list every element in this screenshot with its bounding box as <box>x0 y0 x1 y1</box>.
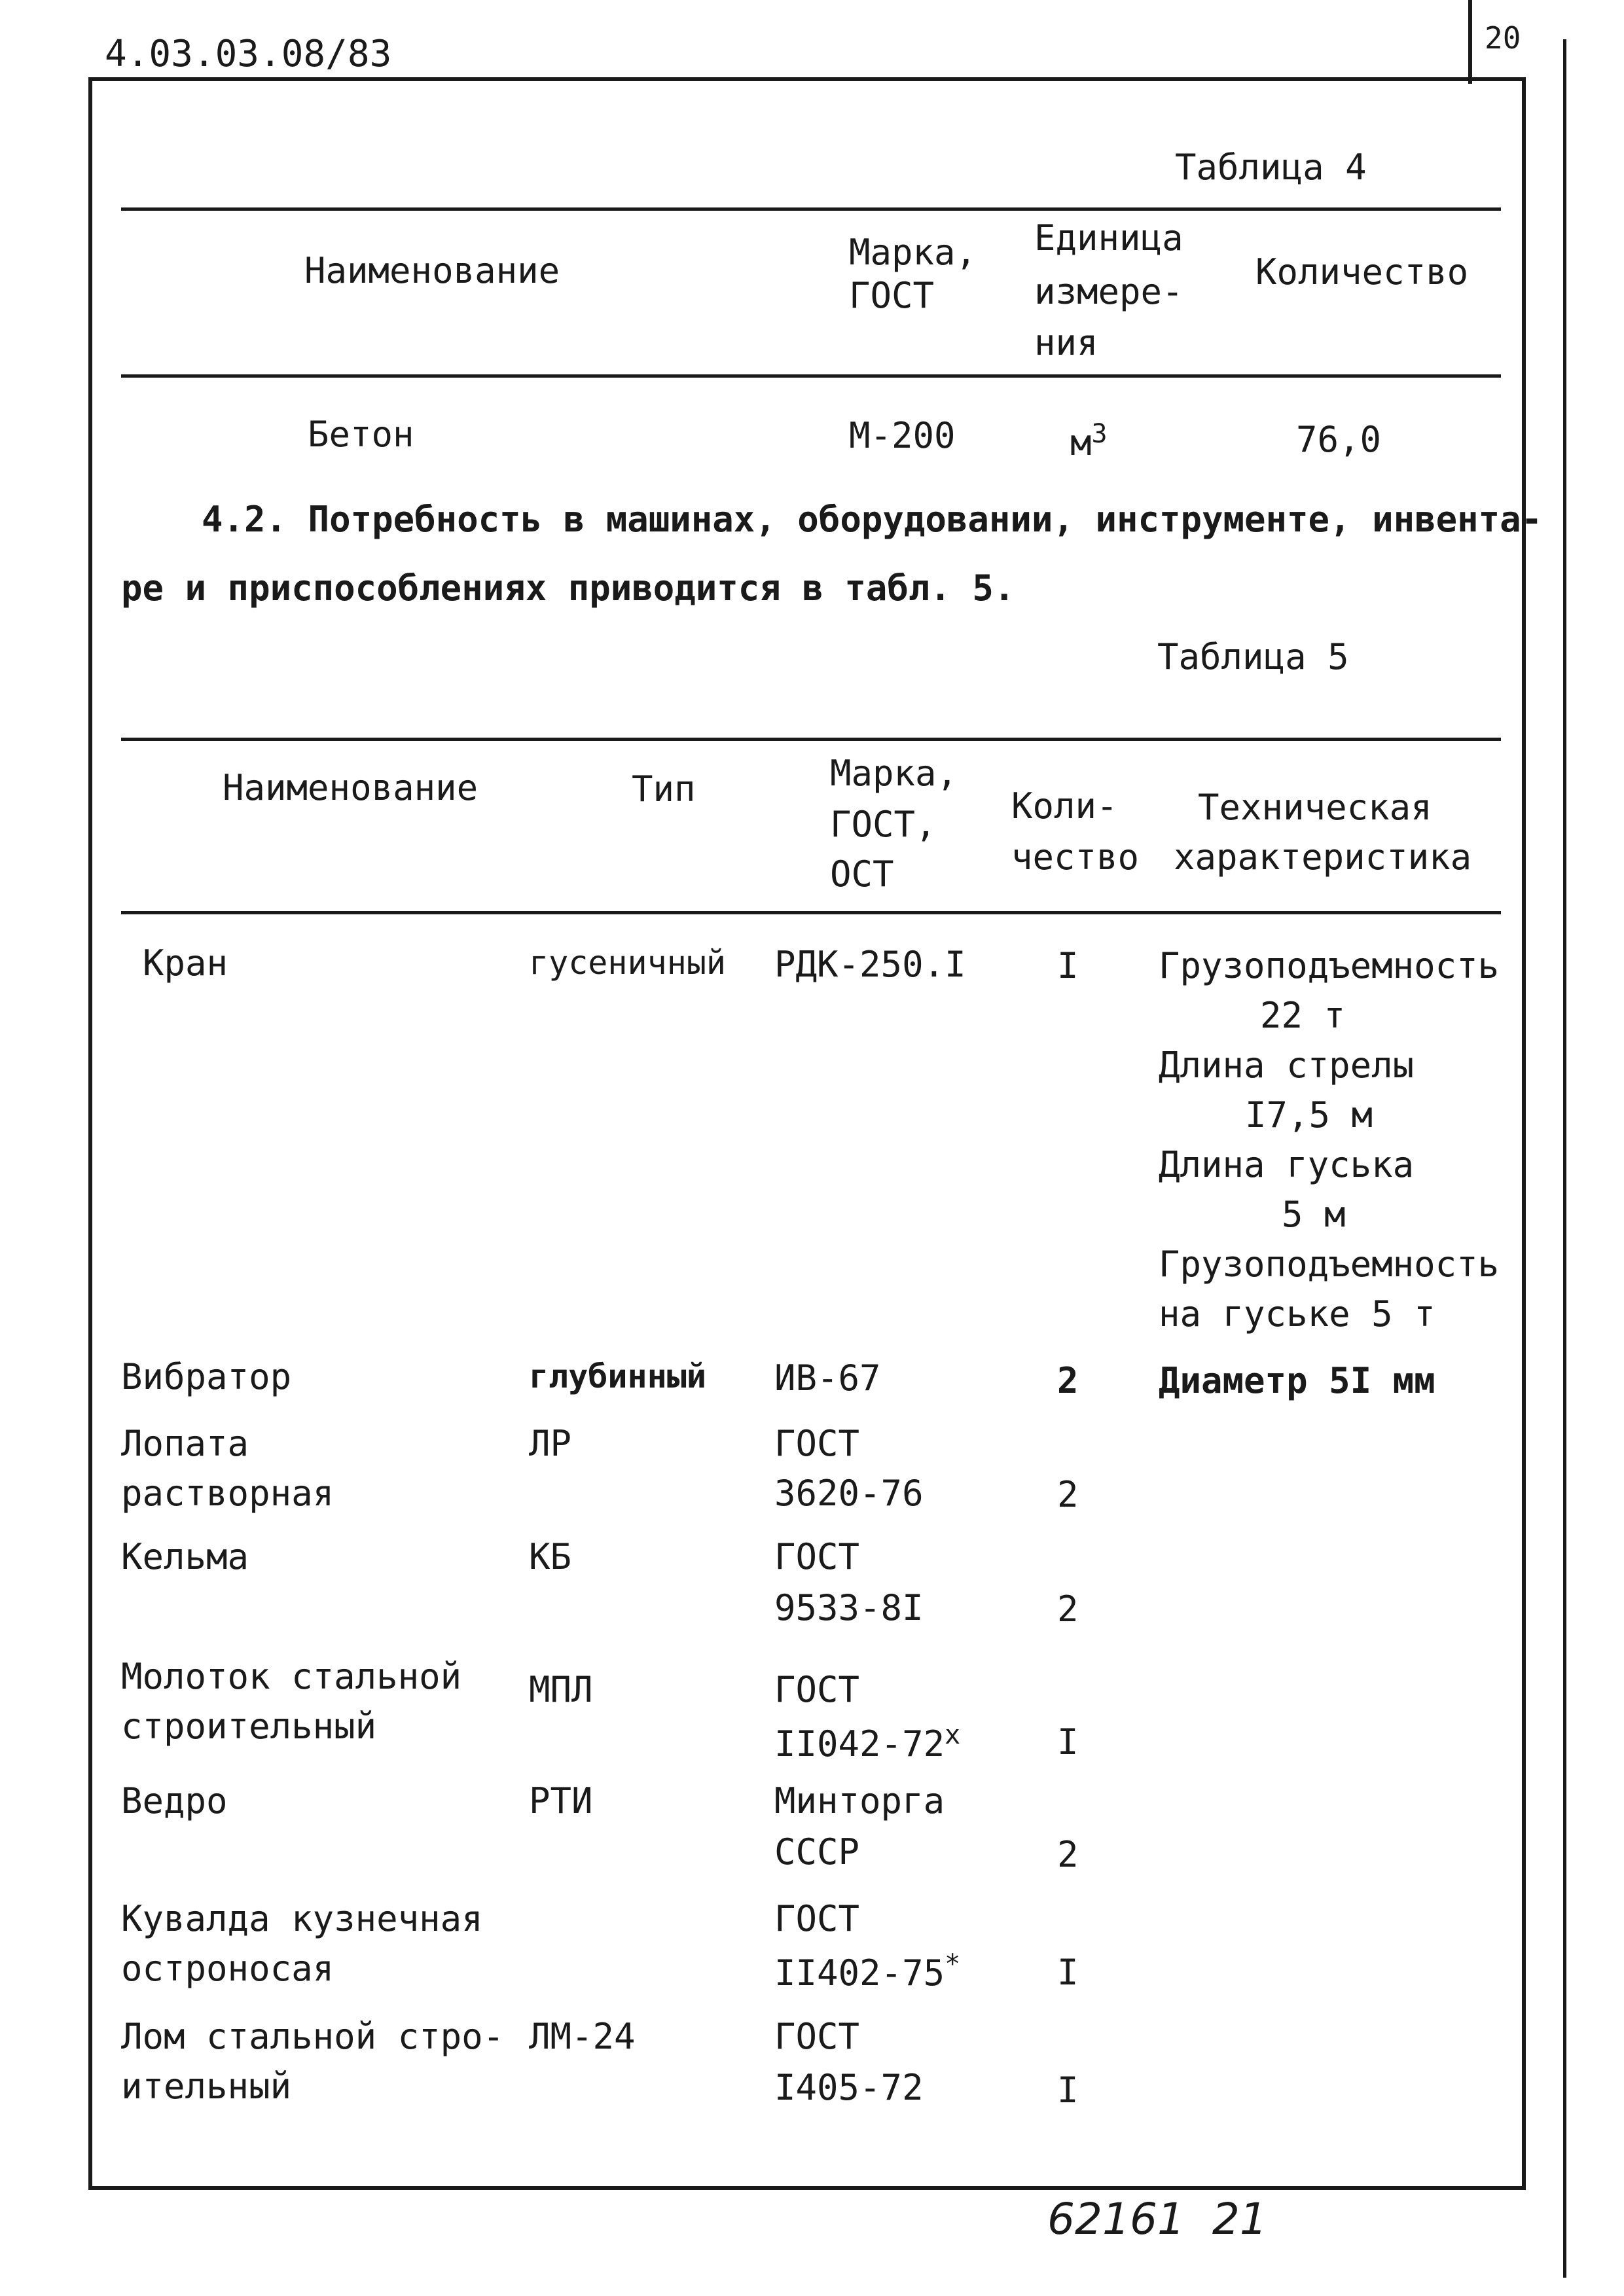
table5-row-name: строительный <box>121 1706 377 1747</box>
table5-row-spec-line: на гуське 5 т <box>1159 1293 1435 1335</box>
table5-row-qty: I <box>1057 2070 1079 2111</box>
table4-header-unit-1: Единица <box>1034 217 1183 259</box>
table4-row-unit: $м^3$ <box>1070 419 1108 463</box>
table5-row-mark: $II042-72^х$ <box>774 1720 961 1765</box>
handwritten-footer-note: 62161 21 <box>1047 2194 1267 2244</box>
table5-header-name: Наименование <box>223 767 478 808</box>
table5-row-name: Ведро <box>121 1780 228 1821</box>
table5-row-type: ЛР <box>529 1423 572 1464</box>
table4-row-mark: М-200 <box>849 415 956 456</box>
table5-top-rule <box>121 738 1501 741</box>
table5-header-spec-2: характеристика <box>1174 836 1472 878</box>
table5-row-qty: I <box>1057 945 1079 986</box>
table5-header-mark-1: Марка, <box>830 753 958 794</box>
table5-row-type: МПЛ <box>529 1669 593 1710</box>
paragraph-line-1: 4.2. Потребность в машинах, оборудовании, инструменте, инвента- <box>202 499 1543 540</box>
table5-row-spec-line: Грузоподъемность <box>1159 1244 1500 1285</box>
table5-row-type: гусеничный <box>529 944 727 982</box>
table5-row-spec-line: 22 т <box>1260 995 1346 1036</box>
table5-row-mark: СССР <box>774 1831 860 1873</box>
table5-row-mark: ГОСТ <box>774 1669 860 1710</box>
table5-row-qty: 2 <box>1057 1360 1079 1401</box>
table5-row-mark: РДК-250.I <box>774 944 966 985</box>
table5-row-spec-line: Длина стрелы <box>1159 1045 1415 1086</box>
table5-row-spec-line: I7,5 м <box>1245 1094 1373 1136</box>
table5-row-qty: 2 <box>1057 1834 1079 1875</box>
table5-row-type: ЛМ-24 <box>529 2016 636 2057</box>
table5-row-type: КБ <box>529 1536 572 1577</box>
table5-row-spec-line: 5 м <box>1282 1194 1346 1235</box>
table4-header-mark-2: ГОСТ <box>849 275 935 316</box>
table4-row-name: Бетон <box>308 414 414 455</box>
table4-header-unit-3: ния <box>1034 322 1098 363</box>
table5-row-qty: I <box>1057 1721 1079 1763</box>
table5-row-mark: ГОСТ <box>774 1536 860 1577</box>
table5-row-mark: II402-75* <box>774 1949 961 1994</box>
table5-row-name: Кувалда кузнечная <box>121 1898 483 1939</box>
document-code: 4.03.03.08/83 <box>105 33 392 75</box>
table5-row-name: Лопата <box>121 1423 249 1464</box>
table5-row-mark: ГОСТ <box>774 2016 860 2057</box>
table5-row-name: растворная <box>121 1473 334 1514</box>
table5-row-type: глубинный <box>529 1357 706 1395</box>
table5-header-spec-1: Техническая <box>1198 787 1432 828</box>
table5-row-mark: Минторга <box>774 1780 945 1821</box>
table5-header-rule <box>121 911 1501 914</box>
table5-row-qty: I <box>1057 1952 1079 1993</box>
table5-row-name: остроносая <box>121 1948 334 1989</box>
table5-row-qty: 2 <box>1057 1474 1079 1515</box>
page-number: 20 <box>1485 20 1521 56</box>
table5-row-qty: 2 <box>1057 1588 1079 1630</box>
table5-header-mark-2: ГОСТ, <box>830 804 937 845</box>
table5-header-qty-1: Коли- <box>1011 785 1118 827</box>
table5-row-name: Молоток стальной <box>121 1656 462 1697</box>
table5-header-type: Тип <box>632 768 696 810</box>
table5-row-type: РТИ <box>529 1780 593 1821</box>
paragraph-line-2: ре и приспособлениях приводится в табл. 5. <box>121 567 1015 609</box>
table5-row-mark: ИВ-67 <box>774 1357 881 1399</box>
table5-row-mark: ГОСТ <box>774 1898 860 1939</box>
table5-row-spec-line: Грузоподъемность <box>1159 945 1500 986</box>
table5-row-mark: 3620-76 <box>774 1473 924 1514</box>
table4-row-qty: 76,0 <box>1296 419 1382 460</box>
table4-caption: Таблица 4 <box>1175 147 1367 188</box>
table5-caption: Таблица 5 <box>1157 636 1349 677</box>
page-edge-line <box>1563 39 1566 2278</box>
table5-row-mark: ГОСТ <box>774 1423 860 1464</box>
table5-row-name: Кран <box>143 942 228 984</box>
table4-top-rule <box>121 207 1501 211</box>
table5-row-name: Лом стальной стро- <box>121 2016 505 2057</box>
table4-header-rule <box>121 374 1501 378</box>
table4-header-unit-2: измере- <box>1034 271 1183 312</box>
table5-header-mark-3: ОСТ <box>830 853 894 895</box>
table4-header-name: Наименование <box>304 250 560 291</box>
table4-header-mark-1: Марка, <box>849 232 977 273</box>
table5-row-name: ительный <box>121 2066 292 2107</box>
table5-row-spec-line: Диаметр 5I мм <box>1159 1360 1435 1401</box>
table5-row-spec-line: Длина гуська <box>1159 1144 1415 1185</box>
table5-row-name: Кельма <box>121 1536 249 1577</box>
table5-row-name: Вибратор <box>121 1356 292 1397</box>
page-number-divider <box>1468 0 1472 84</box>
table5-row-mark: 9533-8I <box>774 1587 924 1628</box>
table5-row-mark: I405-72 <box>774 2067 924 2108</box>
table5-header-qty-2: чество <box>1011 836 1140 878</box>
table4-header-qty: Количество <box>1255 251 1469 293</box>
